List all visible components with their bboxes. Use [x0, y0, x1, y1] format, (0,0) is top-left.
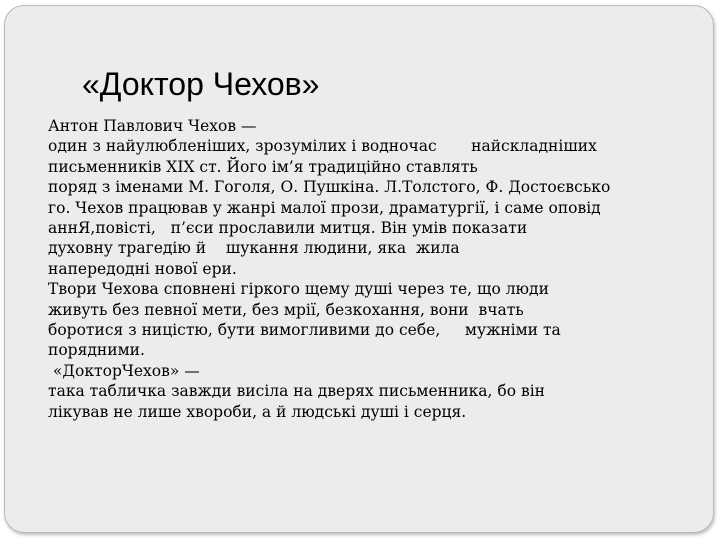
text-line: поряд з іменами М. Гоголя, О. Пушкіна. Л.Толстого, Ф. Достоєвсько	[48, 178, 611, 197]
text-line: порядними.	[48, 341, 145, 360]
text-line: Твори Чехова сповнені гіркого щему душі через те, що люди	[48, 280, 549, 299]
text-line: го. Чехов працював у жанрі малої прози, драматургії, і саме оповід	[48, 198, 601, 217]
text-line: аннЯ,повісті, п’єси прославили митця. Він умів показати	[48, 219, 528, 238]
text-line: живуть без певної мети, без мрії, безкохання, вони вчать	[48, 300, 524, 319]
text-line: письменників XIX ст. Його ім’я традиційно ставлять	[48, 157, 478, 176]
text-line: лікував не лише хвороби, а й людські душі і серця.	[48, 402, 467, 421]
paragraph-works	[48, 279, 698, 361]
paragraph-biography	[48, 116, 698, 279]
text-line: боротися з ницістю, бути вимогливими до себе, мужніми та	[48, 321, 561, 340]
slide-body	[48, 116, 698, 422]
text-line: така табличка завжди висіла на дверях письменника, бо він	[48, 382, 545, 401]
text-line: «ДокторЧехов» —	[48, 361, 200, 380]
paragraph-doctor	[48, 361, 698, 422]
text-line: напередодні нової ери.	[48, 259, 237, 278]
text-line: Антон Павлович Чехов —	[48, 117, 257, 135]
slide-title: «Доктор Чехов»	[82, 66, 320, 102]
text-line: духовну трагедію й шукання людини, яка жила	[48, 239, 460, 258]
text-line: один з найулюбленіших, зрозумілих і водночас найскладніших	[48, 137, 597, 156]
